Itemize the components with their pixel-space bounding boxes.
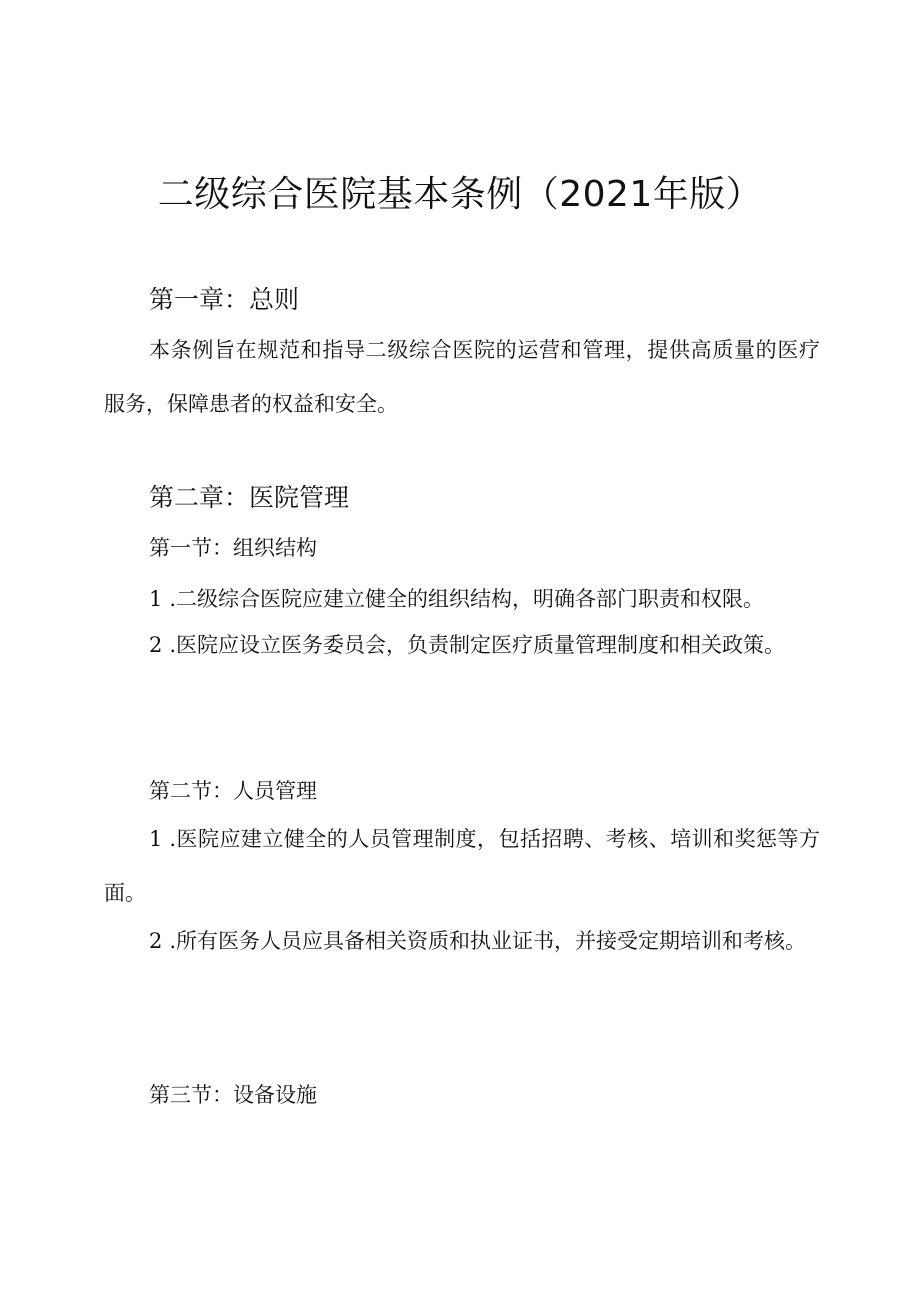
item-number: 2 xyxy=(149,633,163,657)
chapter-1-paragraph: 本条例旨在规范和指导二级综合医院的运营和管理，提供高质量的医疗服务，保障患者的权益和安全。 xyxy=(104,338,820,416)
section-1-item-2 xyxy=(104,618,820,672)
item-number: 1 xyxy=(149,827,163,851)
item-text: .二级综合医院应建立健全的组织结构，明确各部门职责和权限。 xyxy=(169,587,765,611)
section-3-heading: 第三节：设备设施 xyxy=(149,1083,317,1107)
item-text: .医院应建立健全的人员管理制度，包括招聘、考核、培训和奖惩等方面。 xyxy=(104,827,820,905)
section-2-item-2 xyxy=(104,914,820,968)
section-2-item-1 xyxy=(104,812,820,920)
chapter-2-heading: 第二章：医院管理 xyxy=(149,483,350,512)
item-number: 1 xyxy=(149,587,163,611)
item-number: 2 xyxy=(149,929,163,953)
section-2-heading: 第二节：人员管理 xyxy=(149,779,317,803)
section-1-heading: 第一节：组织结构 xyxy=(149,536,317,560)
item-text: .医院应设立医务委员会，负责制定医疗质量管理制度和相关政策。 xyxy=(169,633,786,657)
document-title: 二级综合医院基本条例（2021年版） xyxy=(157,174,763,215)
item-text: .所有医务人员应具备相关资质和执业证书，并接受定期培训和考核。 xyxy=(169,929,807,953)
chapter-1-heading: 第一章：总则 xyxy=(149,285,300,314)
